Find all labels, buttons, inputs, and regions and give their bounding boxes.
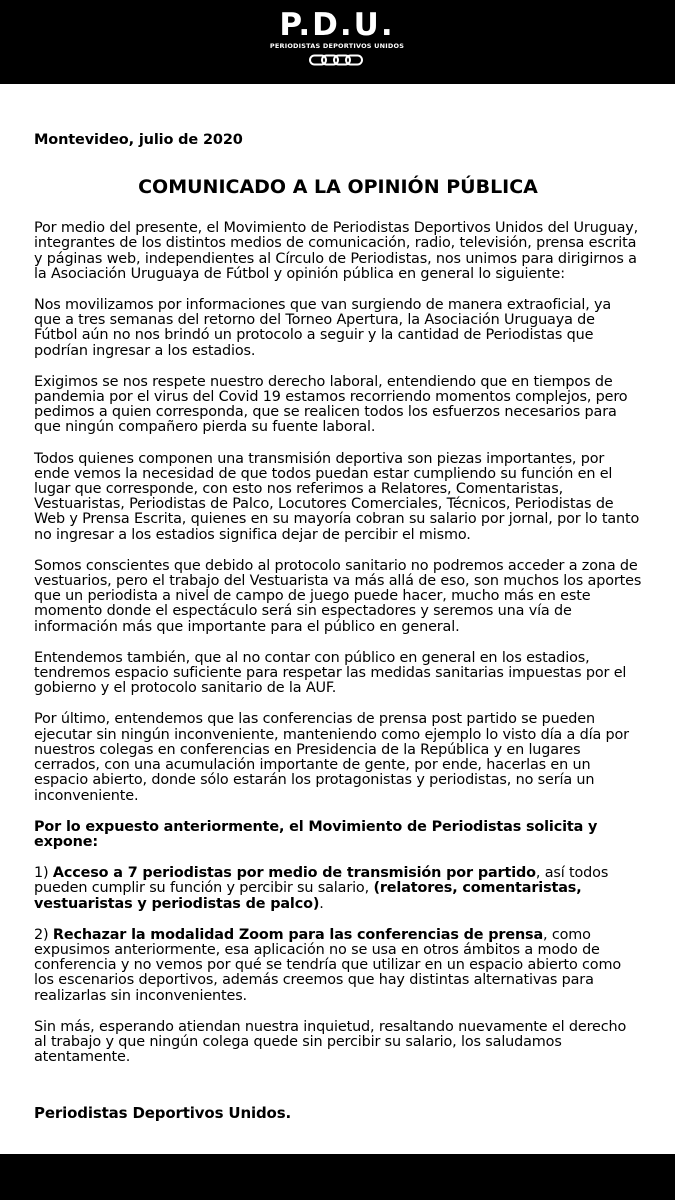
request-item-1	[34, 866, 642, 912]
letter-body	[34, 133, 642, 1122]
paragraph-space: Entendemos también, que al no contar con público en general en los estadios, tendremos espacio suficiente para respetar las medidas sanitarias impuestas por el gobierno y el protocolo sanitario de la AUF.	[34, 649, 627, 697]
paragraph-intro: Por medio del presente, el Movimiento de Periodistas Deportivos Unidos del Uruguay, integrantes de los distintos medios de comunicación, radio, televisión, prensa escrita y páginas web, independientes al Círculo de Periodistas, nos unimos para dirigirnos a la Asociación Uruguaya de Fútbol y opinión pública en general lo siguiente:	[34, 220, 639, 282]
request-item-1-roles: (relatores, comentaristas, vestuaristas y periodistas de palco)	[34, 880, 582, 912]
paragraph-labor-rights: Exigimos se nos respete nuestro derecho laboral, entendiendo que en tiempos de pandemia por el virus del Covid 19 estamos recorriendo momentos complejos, pero pedimos a quien corresponda, que se realicen todos los esfuerzos necesarios para que ningún compañero pierda su fuente laboral.	[34, 373, 628, 436]
letter-title: COMUNICADO A LA OPINIÓN PÚBLICA	[138, 176, 538, 199]
letter-signature: Periodistas Deportivos Unidos.	[34, 1104, 292, 1123]
chain-links-icon	[309, 54, 365, 66]
header-bar	[0, 0, 675, 84]
paragraph-locker-room: Somos conscientes que debido al protocolo sanitario no podremos acceder a zona de vestuarios, pero el trabajo del Vestuarista va más allá de eso, son muchos los aportes que un periodista a nivel de campo de juego puede hacer, mucho más en este momento donde el espectáculo será sin espectadores y seremos una vía de información más que importante para el público en general.	[34, 557, 642, 635]
request-item-2-number: 2)	[34, 926, 53, 943]
request-item-1-text: , así todos pueden cumplir su función y percibir su salario,	[34, 865, 609, 897]
paragraph-press-conferences: Por último, entendemos que las conferencias de prensa post partido se pueden ejecutar sin ningún inconveniente, manteniendo como ejemplo lo visto día a día por nuestros colegas en conferencias en Presidencia de la República y en lugares cerrados, con una acumulación importante de gente, por ende, hacerlas en un espacio abierto, donde sólo estarán los protagonistas y periodistas, no sería un inconveniente.	[34, 711, 629, 804]
request-item-1-bold: Acceso a 7 periodistas por medio de transmisión por partido	[52, 865, 536, 882]
request-item-1-end: .	[319, 895, 324, 912]
logo-title: P.D.U.	[279, 7, 395, 43]
paragraph-request-heading: Por lo expuesto anteriormente, el Movimiento de Periodistas solicita y expone:	[34, 818, 598, 850]
logo-subtitle: PERIODISTAS DEPORTIVOS UNIDOS	[269, 42, 405, 50]
footer-bar	[0, 1154, 675, 1200]
request-item-2	[34, 928, 642, 1004]
paragraph-closing: Sin más, esperando atiendan nuestra inquietud, resaltando nuevamente el derecho al trabajo y que ningún colega quede sin percibir su salario, los saludamos atentamente.	[34, 1018, 627, 1066]
paragraph-mobilization: Nos movilizamos por informaciones que van surgiendo de manera extraoficial, ya que a tres semanas del retorno del Torneo Apertura, la Asociación Uruguaya de Fútbol aún no nos brindó un protocolo a seguir y la cantidad de Periodistas que podrían ingresar a los estadios.	[34, 297, 612, 359]
request-item-2-text: , como expusimos anteriormente, esa aplicación no se usa en otros ámbitos a modo de conferencia y no vemos por qué se tendría que utilizar en un espacio abierto como los escenarios deportivos, además creemos que hay distintas alternativas para realizarlas sin inconvenientes.	[34, 926, 621, 1004]
request-item-1-number: 1)	[34, 865, 53, 882]
request-item-2-bold: Rechazar la modalidad Zoom para las conferencias de prensa	[52, 926, 544, 943]
letter-date: Montevideo, julio de 2020	[34, 132, 243, 148]
paragraph-broadcast-roles: Todos quienes componen una transmisión deportiva son piezas importantes, por ende vemos la necesidad de que todos puedan estar cumpliendo su función en el lugar que corresponde, con esto nos referimos a Relatores, Comentaristas, Vestuaristas, Periodistas de Palco, Locutores Comerciales, Técnicos, Periodistas de Web y Prensa Escrita, quienes en su mayoría cobran su salario por jornal, por lo tanto no ingresar a los estadios significa dejar de percibir el mismo.	[34, 450, 640, 543]
pdu-logo	[262, 8, 412, 74]
